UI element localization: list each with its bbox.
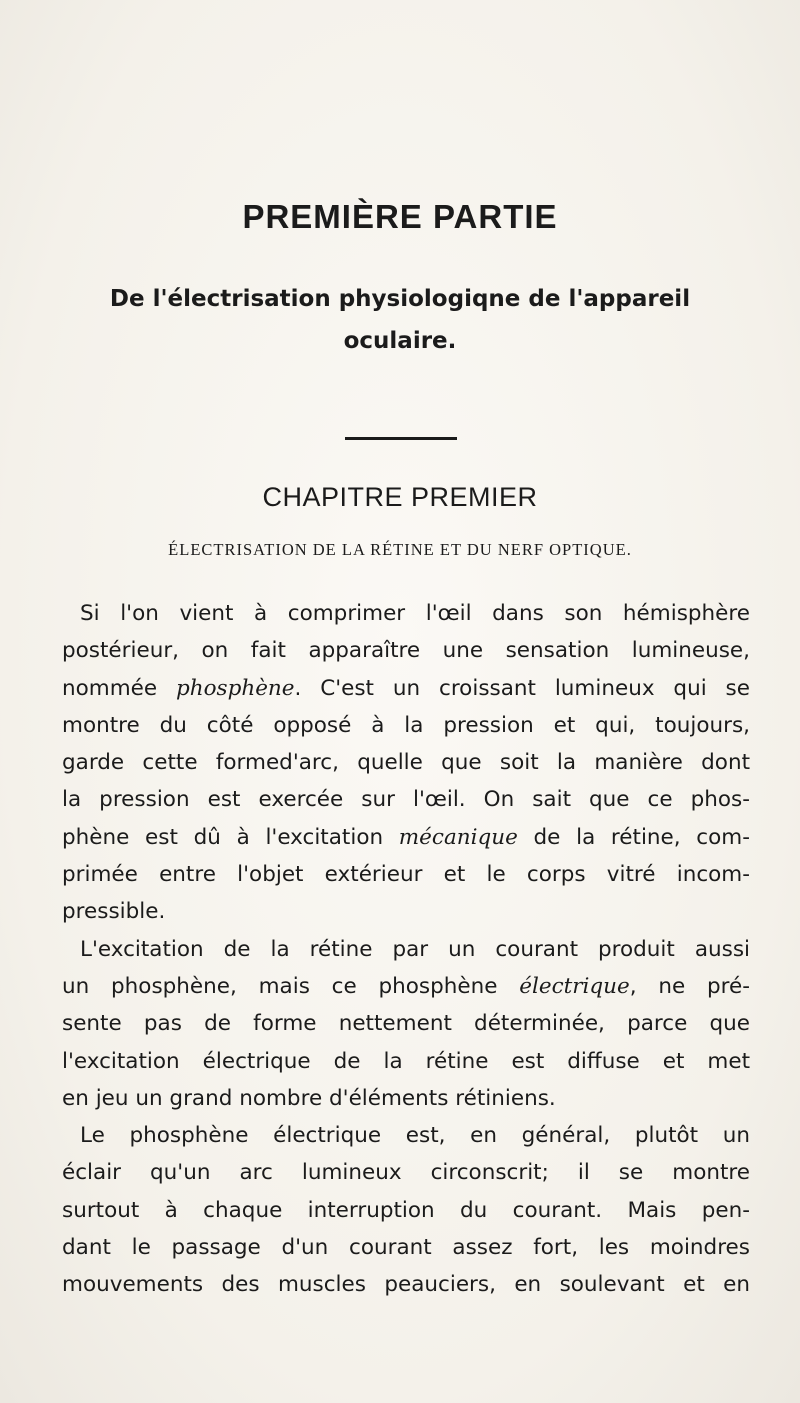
section-heading-line-2: oculaire. <box>343 328 457 354</box>
text-line: pressible. <box>62 899 166 925</box>
text-line: postérieur, on fait apparaître une sensation lumineuse, <box>62 638 750 664</box>
paragraph-2 <box>62 931 750 1117</box>
term-mecanique: mécanique <box>398 824 518 850</box>
text-line: garde cette formed'arc, quelle que soit la manière dont <box>62 750 750 776</box>
text-line: en jeu un grand nombre d'éléments rétiniens. <box>62 1085 556 1111</box>
text-fragment: . C'est un croissant lumineux qui se <box>294 675 750 701</box>
term-phosphene: phosphène <box>176 675 295 701</box>
text-line: sente pas de forme nettement déterminée, parce que <box>62 1011 750 1037</box>
text-line: éclair qu'un arc lumineux circonscrit; il se montre <box>62 1160 750 1186</box>
text-line: Le phosphène électrique est, en général, plutôt un <box>80 1123 750 1149</box>
text-fragment: de la rétine, com- <box>517 824 750 850</box>
text-line: surtout à chaque interruption du courant. Mais pen- <box>62 1197 750 1223</box>
text-line: mouvements des muscles peauciers, en soulevant et en <box>62 1272 750 1298</box>
chapter-subtitle: ÉLECTRISATION DE LA RÉTINE ET DU NERF OPTIQUE. <box>168 540 632 559</box>
text-line: montre du côté opposé à la pression et qui, toujours, <box>62 712 750 738</box>
paragraph-3 <box>62 1117 750 1303</box>
text-fragment: , ne pré- <box>629 973 750 999</box>
text-line: primée entre l'objet extérieur et le corps vitré incom- <box>62 862 750 888</box>
section-heading-line-1: De l'électrisation physiologiqne de l'appareil <box>109 286 691 312</box>
text-fragment: un phosphène, mais ce phosphène <box>62 973 520 999</box>
text-line <box>62 819 750 856</box>
horizontal-rule <box>345 437 457 440</box>
text-fragment: nommée <box>62 675 176 701</box>
text-fragment: phène est dû à l'excitation <box>62 824 399 850</box>
term-electrique: électrique <box>519 973 630 999</box>
part-title: PREMIÈRE PARTIE <box>242 198 558 235</box>
text-line: dant le passage d'un courant assez fort, les moindres <box>62 1235 750 1261</box>
text-line: l'excitation électrique de la rétine est diffuse et met <box>62 1048 750 1074</box>
body-text <box>62 595 750 1304</box>
text-line: L'excitation de la rétine par un courant produit aussi <box>80 936 750 962</box>
text-line <box>62 968 750 1005</box>
text-line <box>62 670 750 707</box>
section-heading <box>60 278 740 362</box>
text-line: la pression est exercée sur l'œil. On sait que ce phos- <box>62 787 750 813</box>
text-line: Si l'on vient à comprimer l'œil dans son hémisphère <box>80 601 750 626</box>
paragraph-1 <box>62 595 750 931</box>
chapter-title: CHAPITRE PREMIER <box>262 482 538 512</box>
